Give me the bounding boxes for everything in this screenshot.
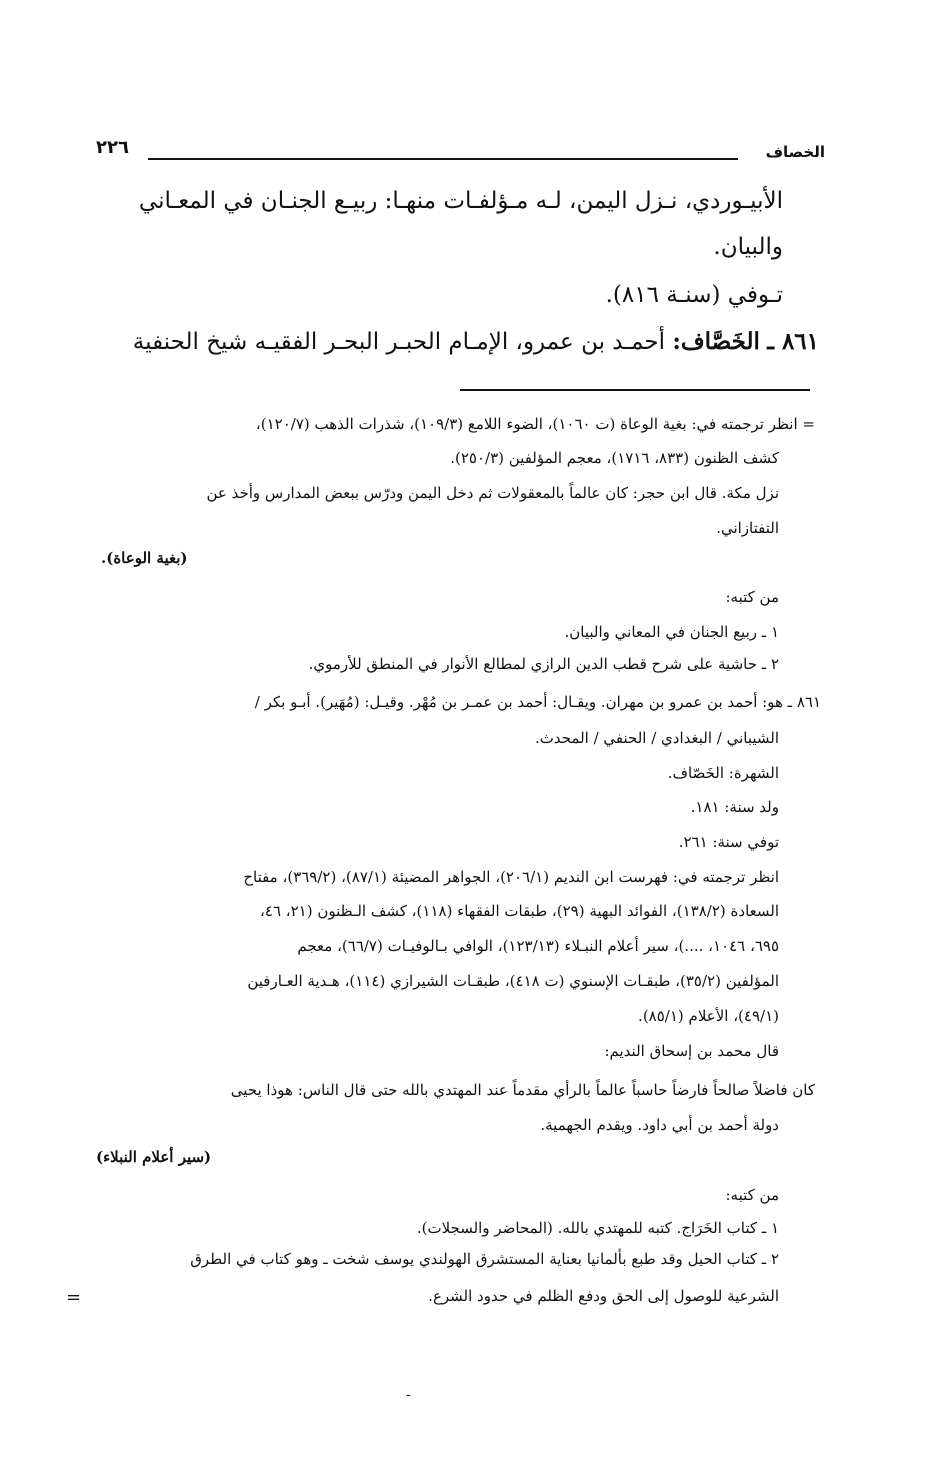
entry-name: الخَصَّاف: bbox=[672, 328, 760, 355]
note-line-3: نزل مكة. قال ابن حجر: كان عالماً بالمعقولات ثم دخل اليمن ودرّس ببعض المدارس وأخذ عن bbox=[206, 484, 779, 502]
note-line-14: انظر ترجمته في: فهرست ابن النديم (٢٠٦/١)، الجواهر المضيئة (٨٧/١)، (٣٦٩/٢)، مفتاح bbox=[243, 868, 779, 886]
note-line-16: ٦٩٥، ١٠٤٦، ....)، سير أعلام النبـلاء (١٢٣/١٣)، الوافي بـالوفيـات (٦٦/٧)، معجم bbox=[297, 937, 779, 955]
note-line-17: المؤلفين (٣٥/٢)، طبقـات الإسنوي (ت ٤١٨)، طبقـات الشيرازي (١١٤)، هـدية العـارفين bbox=[247, 972, 779, 990]
entry-number: ٨٦١ ـ bbox=[767, 328, 819, 355]
note-line-22-source: (سير أعلام النبلاء) bbox=[96, 1148, 212, 1166]
entry-heading bbox=[133, 327, 819, 358]
note-line-5-source: (بغية الوعاة). bbox=[101, 549, 188, 567]
note-line-8: ٢ ـ حاشية على شرح قطب الدين الرازي لمطالع الأنوار في المنطق للأرموي. bbox=[308, 655, 779, 673]
main-text-line-2: والبيان. bbox=[713, 234, 783, 260]
note-line-25: ٢ ـ كتاب الحيل وقد طبع بألمانيا بعناية المستشرق الهولندي يوسف شخت ـ وهو كتاب في الطرق bbox=[190, 1250, 779, 1268]
page-number: ٢٢٦ bbox=[96, 137, 129, 158]
footnote-separator bbox=[460, 389, 810, 391]
note-line-6: من كتبه: bbox=[725, 588, 779, 606]
note-line-7: ١ ـ ربيع الجنان في المعاني والبيان. bbox=[564, 623, 779, 641]
bottom-mark: - bbox=[406, 1387, 411, 1403]
note-line-19: قال محمد بن إسحاق النديم: bbox=[604, 1042, 779, 1060]
note-line-12: ولد سنة: ١٨١. bbox=[690, 798, 779, 816]
note-line-10: الشيباني / البغدادي / الحنفي / المحدث. bbox=[534, 729, 779, 747]
main-text-line-3: تـوفي (سنـة ٨١٦). bbox=[605, 282, 783, 308]
note-line-4: التفتازاني. bbox=[716, 519, 779, 537]
running-title: الخصاف bbox=[765, 143, 825, 161]
note-line-11: الشهرة: الخَصّاف. bbox=[667, 764, 779, 782]
header-rule bbox=[148, 158, 738, 160]
note-line-24: ١ ـ كتاب الخَرَاج. كتبه للمهتدي بالله. (المحاضر والسجلات). bbox=[416, 1219, 779, 1237]
note-line-15: السعادة (١٣٨/٢)، الفوائد البهية (٢٩)، طبقات الفقهاء (١١٨)، كشف الـظنون (٢١، ٤٦، bbox=[260, 902, 779, 920]
note-line-18: (٤٩/١)، الأعلام (٨٥/١). bbox=[638, 1007, 779, 1025]
note-line-2: كشف الظنون (٨٣٣، ١٧١٦)، معجم المؤلفين (٢٥٠/٣). bbox=[450, 449, 779, 467]
entry-description: أحمـد بن عمرو، الإمـام الحبـر البحـر الفقيـه شيخ الحنفية bbox=[132, 329, 666, 355]
continuation-mark: = bbox=[66, 1287, 82, 1308]
note-line-26: الشرعية للوصول إلى الحق ودفع الظلم في حدود الشرع. bbox=[428, 1287, 779, 1305]
main-text-line-1: الأبيـوردي، نـزل اليمن، لـه مـؤلفـات منهـا: ربيـع الجنـان في المعـاني bbox=[138, 188, 783, 214]
note-line-20: كان فاضلاً صالحاً فارضاً حاسباً عالماً بالرأي مقدماً عند المهتدي بالله حتى قال الناس: هوذا يحيى bbox=[230, 1081, 815, 1099]
note-line-1: = انظر ترجمته في: بغية الوعاة (ت ١٠٦٠)، الضوء اللامع (١٠٩/٣)، شذرات الذهب (١٢٠/٧)، bbox=[255, 415, 815, 433]
note-line-13: توفي سنة: ٢٦١. bbox=[678, 833, 779, 851]
note-line-21: دولة أحمد بن أبي داود. ويقدم الجهمية. bbox=[540, 1116, 779, 1134]
note-line-9: ٨٦١ ـ هو: أحمد بن عمرو بن مهران. ويقـال: أحمد بن عمـر بن مُهْر. وقيـل: (مُهَير). أبـو بكر / bbox=[254, 693, 821, 711]
note-line-23: من كتبه: bbox=[725, 1186, 779, 1204]
